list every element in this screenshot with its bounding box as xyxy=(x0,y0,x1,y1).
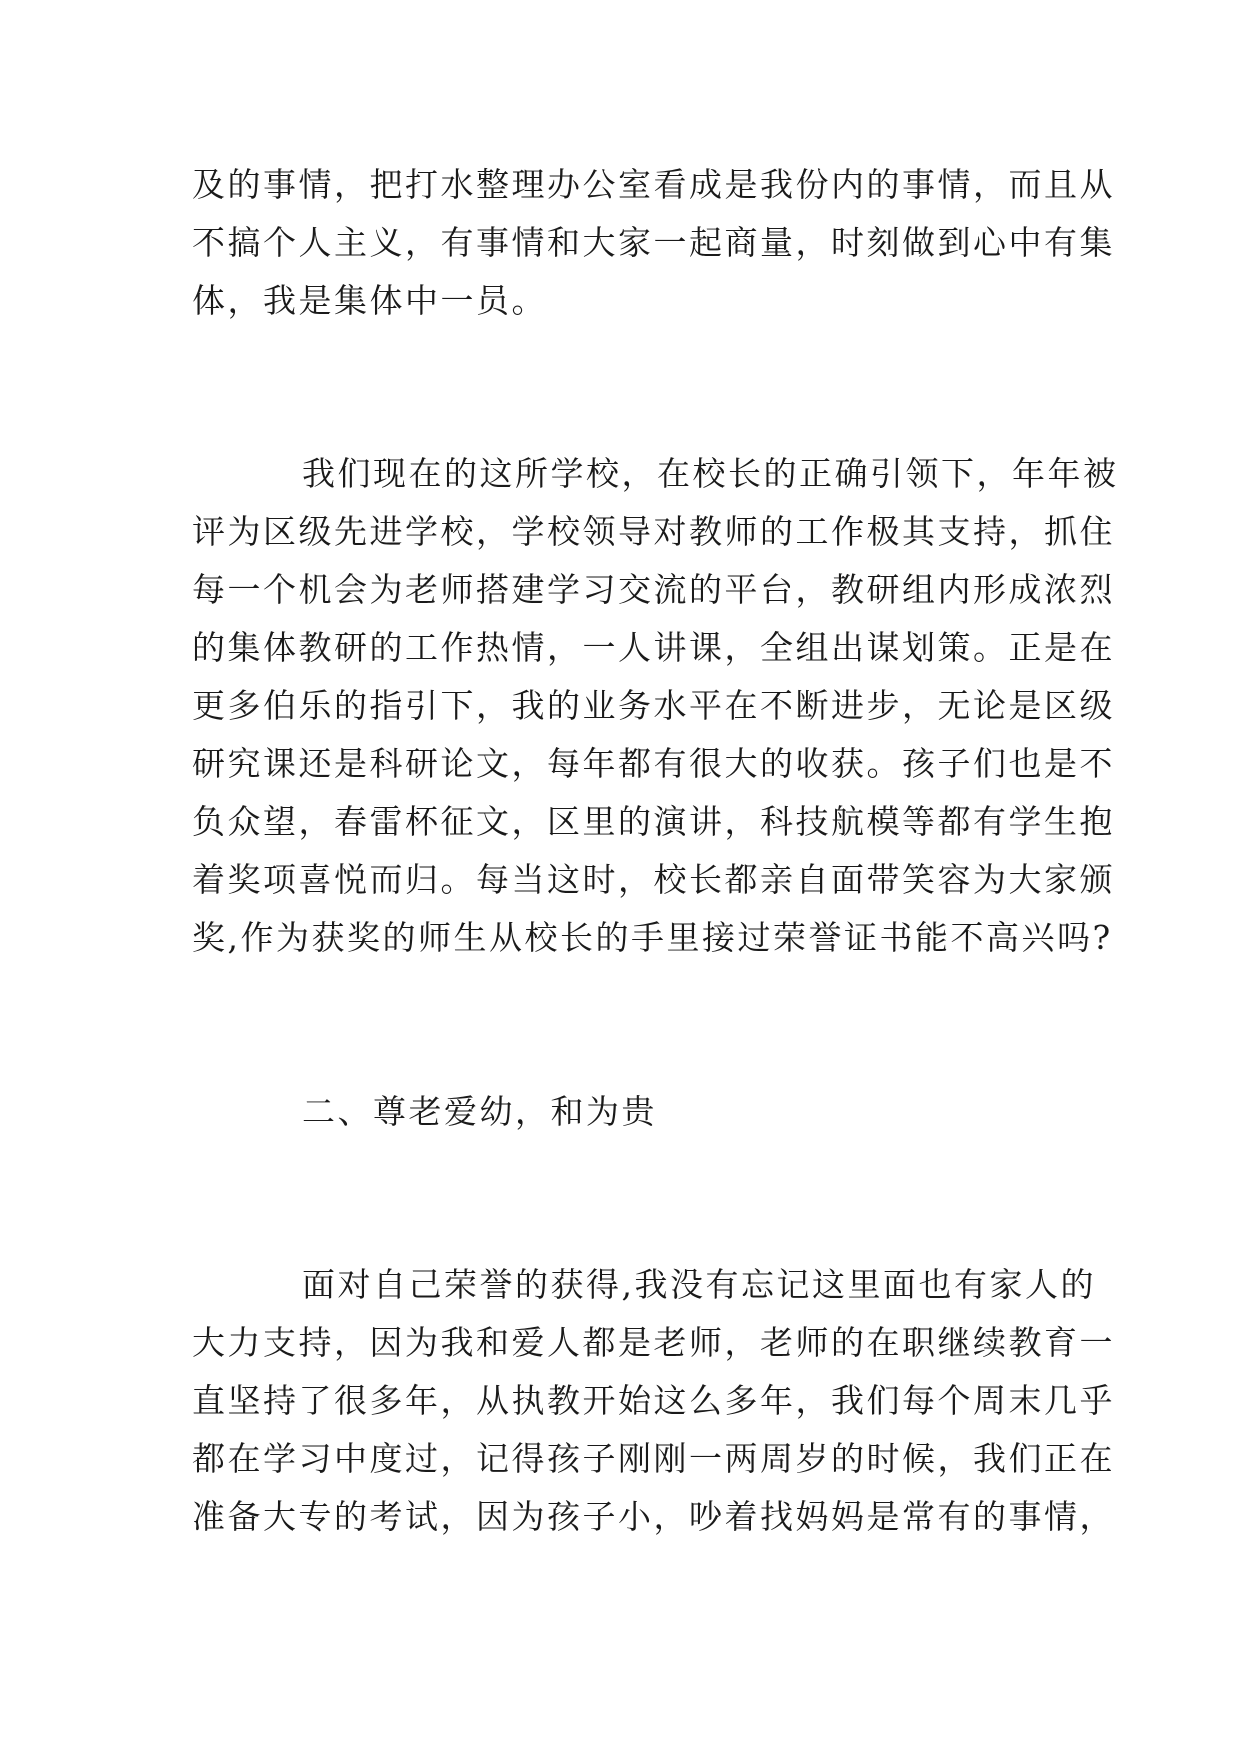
paragraph-2-line-4: 的集体教研的工作热情，一人讲课，全组出谋划策。正是在 xyxy=(192,628,1115,667)
paragraph-1-line-1: 及的事情，把打水整理办公室看成是我份内的事情，而且从 xyxy=(192,165,1115,204)
paragraph-2-line-7: 负众望，春雷杯征文，区里的演讲，科技航模等都有学生抱 xyxy=(192,802,1115,841)
paragraph-1-line-3: 体，我是集体中一员。 xyxy=(192,281,547,320)
paragraph-2-line-5: 更多伯乐的指引下，我的业务水平在不断进步，无论是区级 xyxy=(192,686,1115,725)
paragraph-2-line-3: 每一个机会为老师搭建学习交流的平台，教研组内形成浓烈 xyxy=(192,570,1115,609)
paragraph-3-line-5: 准备大专的考试，因为孩子小，吵着找妈妈是常有的事情， xyxy=(192,1497,1115,1536)
paragraph-2-line-8: 着奖项喜悦而归。每当这时，校长都亲自面带笑容为大家颁 xyxy=(192,860,1115,899)
paragraph-2-line-1: 我们现在的这所学校，在校长的正确引领下，年年被 xyxy=(302,454,1119,493)
paragraph-3-line-4: 都在学习中度过，记得孩子刚刚一两周岁的时候，我们正在 xyxy=(192,1439,1115,1478)
paragraph-3-line-3: 直坚持了很多年，从执教开始这么多年，我们每个周末几乎 xyxy=(192,1381,1115,1420)
section-heading: 二、尊老爱幼，和为贵 xyxy=(302,1092,657,1131)
paragraph-2-line-6: 研究课还是科研论文，每年都有很大的收获。孩子们也是不 xyxy=(192,744,1115,783)
paragraph-2-line-9: 奖,作为获奖的师生从校长的手里接过荣誉证书能不高兴吗? xyxy=(192,918,1113,957)
paragraph-1-line-2: 不搞个人主义，有事情和大家一起商量，时刻做到心中有集 xyxy=(192,223,1115,262)
paragraph-3-line-1: 面对自己荣誉的获得,我没有忘记这里面也有家人的 xyxy=(302,1265,1096,1304)
paragraph-3-line-2: 大力支持，因为我和爱人都是老师，老师的在职继续教育一 xyxy=(192,1323,1115,1362)
paragraph-2-line-2: 评为区级先进学校，学校领导对教师的工作极其支持，抓住 xyxy=(192,512,1115,551)
